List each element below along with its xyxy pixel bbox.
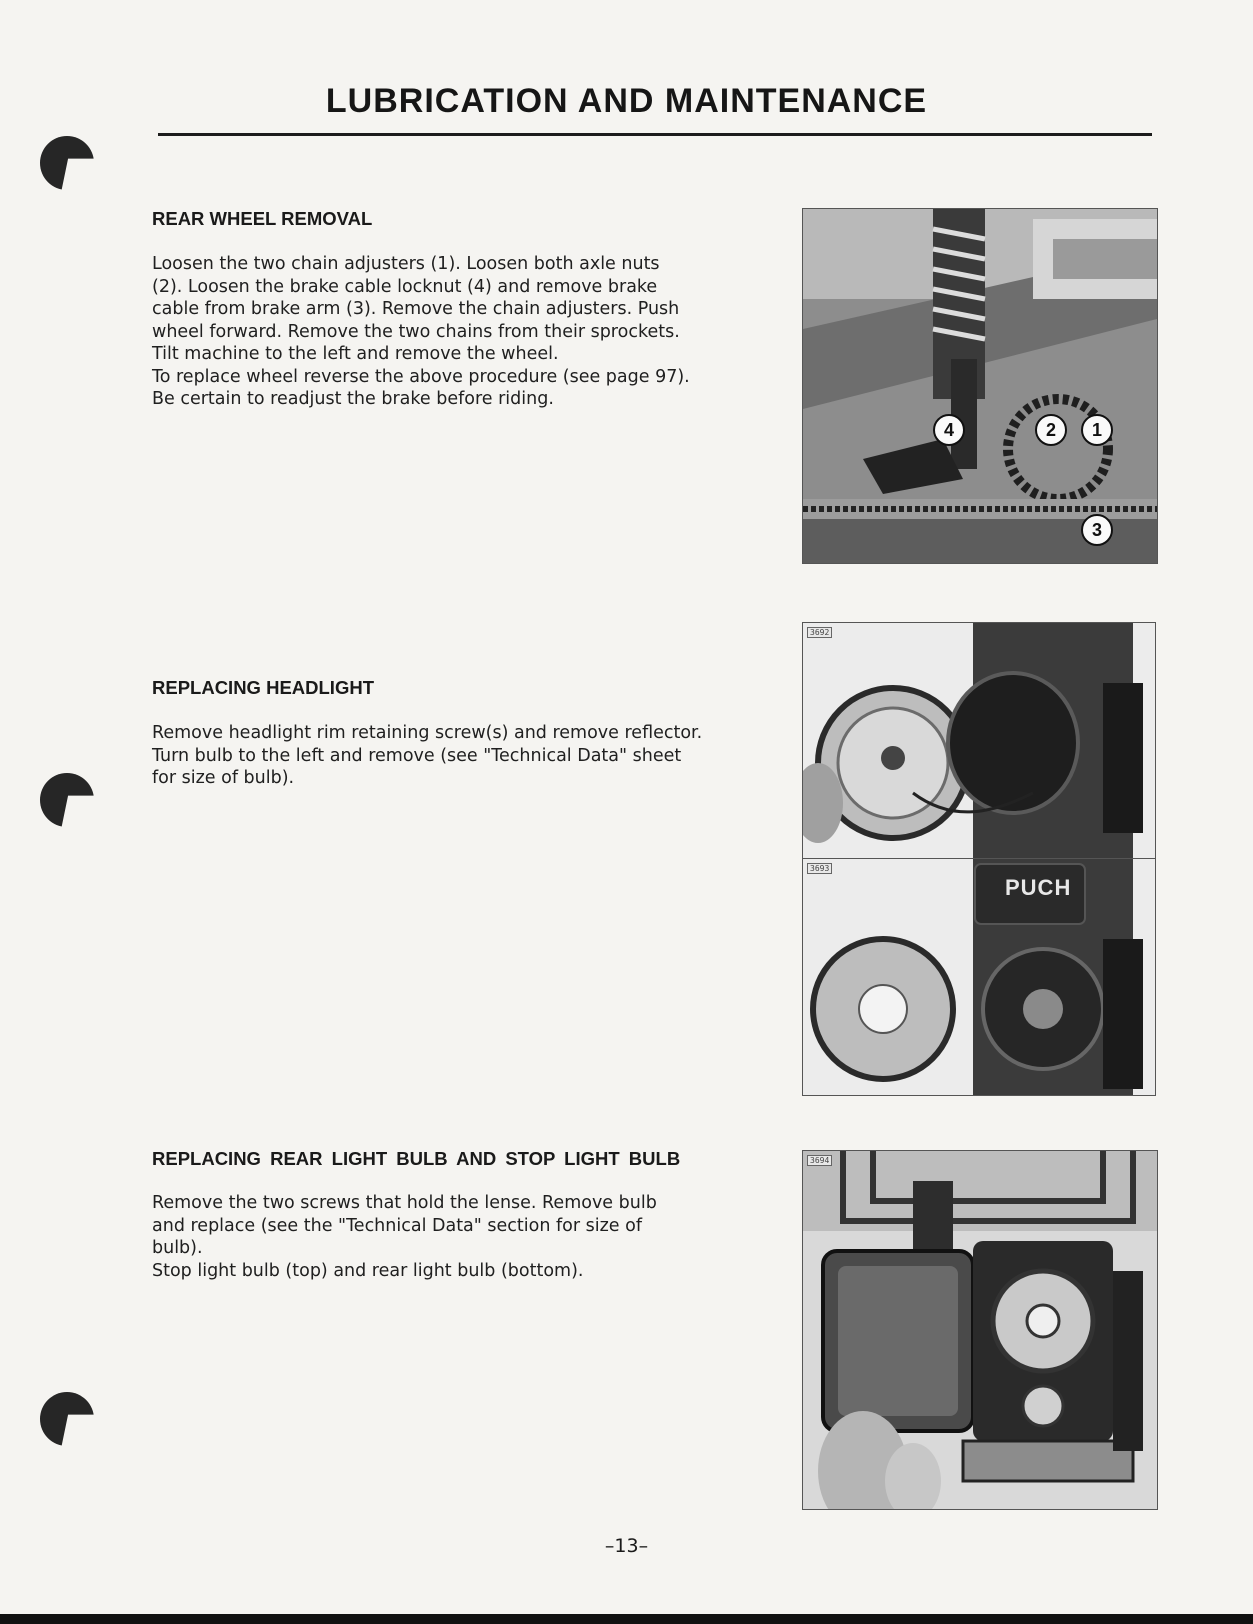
text-line: Be certain to readjust the brake before riding. <box>152 389 554 409</box>
page-number: –13– <box>604 1535 649 1557</box>
paragraph-rear-wheel-removal <box>152 253 738 411</box>
section-heading-replacing-rear-light: REPLACING REAR LIGHT BULB AND STOP LIGHT BULB <box>152 1148 681 1169</box>
puch-brand-label: PUCH <box>1005 875 1072 900</box>
text-line: To replace wheel reverse the above procedure (see page 97). <box>152 366 690 387</box>
photo-tag: 3693 <box>807 863 832 874</box>
text-line: (2). Loosen the brake cable locknut (4) and remove brake <box>152 276 658 297</box>
punch-hole-bottom <box>40 1392 94 1446</box>
photo-tag: 3694 <box>807 1155 832 1166</box>
text-line: Remove the two screws that hold the lense. Remove bulb <box>152 1193 657 1213</box>
text-line: Turn bulb to the left and remove (see "Technical Data" sheet <box>152 745 682 766</box>
section-heading-replacing-headlight: REPLACING HEADLIGHT <box>152 677 374 698</box>
text-line: Remove headlight rim retaining screw(s) and remove reflector. <box>152 723 703 743</box>
callout-4: 4 <box>933 414 965 446</box>
paragraph-replacing-rear-light <box>152 1192 738 1282</box>
punch-hole-top <box>40 136 94 190</box>
paragraph-replacing-headlight <box>152 722 738 790</box>
callout-3: 3 <box>1081 514 1113 546</box>
text-line: Loosen the two chain adjusters (1). Loosen both axle nuts <box>152 254 660 274</box>
callout-2: 2 <box>1035 414 1067 446</box>
photo-headlight-top <box>802 622 1156 860</box>
callout-1: 1 <box>1081 414 1113 446</box>
page-title: LUBRICATION AND MAINTENANCE <box>325 82 928 120</box>
title-rule <box>158 133 1152 136</box>
text-line: cable from brake arm (3). Remove the chain adjusters. Push <box>152 299 680 319</box>
section-heading-rear-wheel-removal: REAR WHEEL REMOVAL <box>152 208 373 229</box>
text-line: and replace (see the "Technical Data" section for size of <box>152 1215 642 1236</box>
photo-tag: 3692 <box>807 627 832 638</box>
text-line: for size of bulb). <box>152 768 295 788</box>
photo-rear-wheel <box>802 208 1158 564</box>
punch-hole-middle <box>40 773 94 827</box>
page-bottom-edge <box>0 1614 1253 1624</box>
photo-headlight-bottom <box>802 858 1156 1096</box>
text-line: wheel forward. Remove the two chains from their sprockets. <box>152 321 680 342</box>
text-line: bulb). <box>152 1238 203 1258</box>
text-line: Stop light bulb (top) and rear light bulb (bottom). <box>152 1260 584 1281</box>
photo-rear-light <box>802 1150 1158 1510</box>
text-line: Tilt machine to the left and remove the wheel. <box>152 344 559 364</box>
